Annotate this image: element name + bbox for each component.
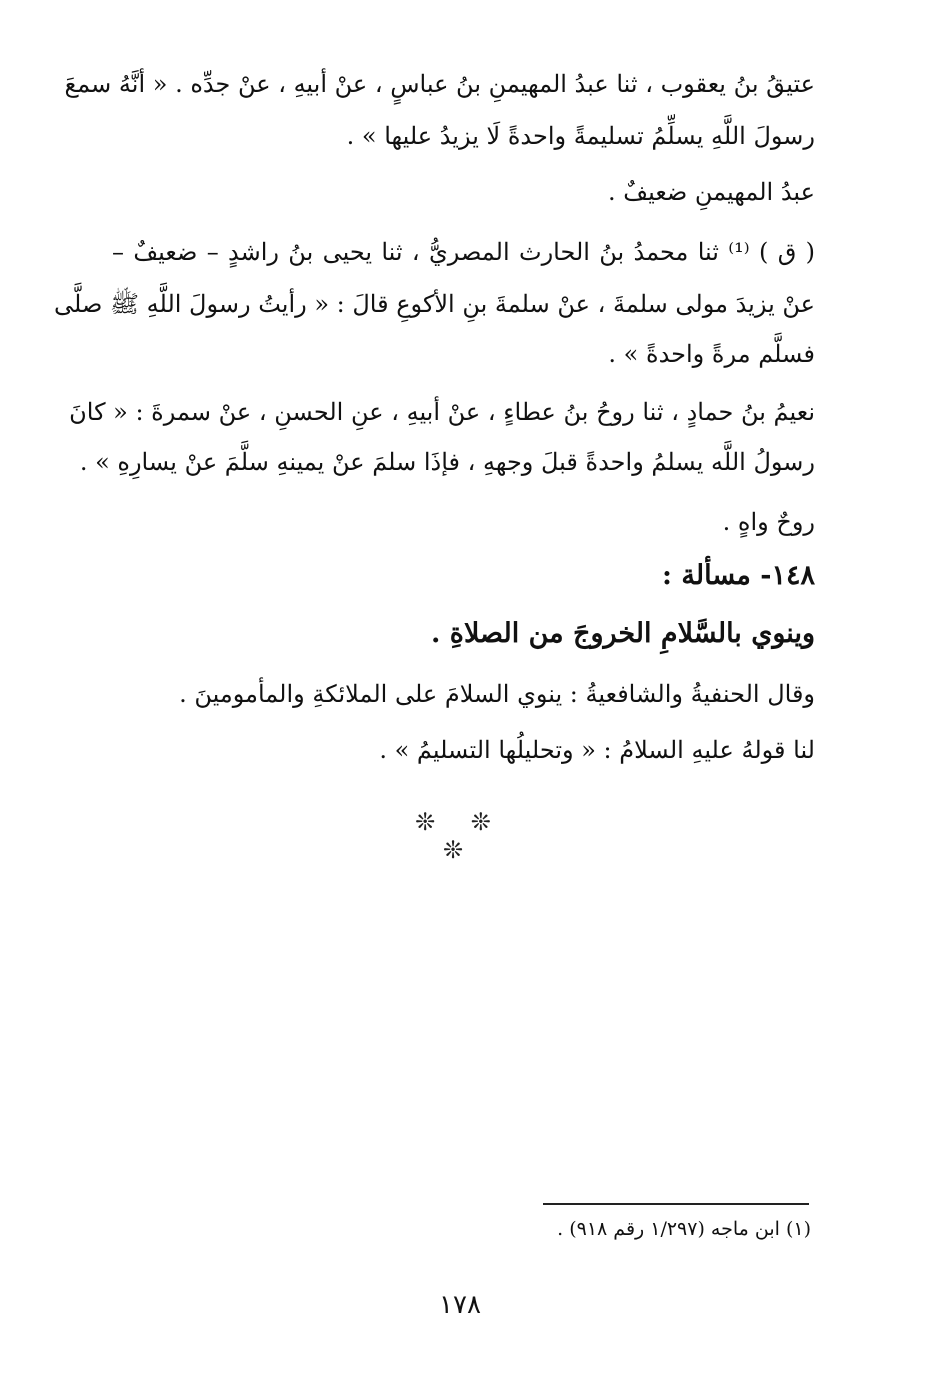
text-line-3: عبدُ المهيمنِ ضعيفٌ . [607,178,815,206]
text-line-11: لنا قولهُ عليهِ السلامُ : « وتحليلُها التسليمُ » . [379,736,815,764]
text-line-7: نعيمُ بنُ حمادٍ ، ثنا روحُ بنُ عطاءٍ ، عنْ أبيهِ ، عنِ الحسنِ ، عنْ سمرةَ : « كانَ [69,398,815,426]
text-line-2: رسولَ اللَّهِ يسلِّمُ تسليمةً واحدةً لَا يزيدُ عليها » . [346,122,815,150]
text-line-6: فسلَّم مرةً واحدةً » . [608,340,815,368]
footnote: (١) ابن ماجه (١/٢٩٧ رقم ٩١٨) . [557,1218,811,1240]
text-line-4: ( ق ) ⁽¹⁾ ثنا محمدُ بنُ الحارث المصريُّ ، ثنا يحيى بنُ راشدٍ – ضعيفٌ – [112,238,815,266]
page-number: ١٧٨ [439,1290,481,1320]
section-separator: ❊ ❊ ❊ [415,808,505,864]
section-heading: ١٤٨- مسألة : [662,560,815,591]
text-line-10: وقال الحنفيةُ والشافعيةُ : ينوي السلامَ على الملائكةِ والمأمومينَ . [179,680,815,708]
text-line-9: روحٌ واهٍ . [722,508,815,536]
text-line-1: عتيقُ بنُ يعقوب ، ثنا عبدُ المهيمنِ بنُ عباسٍ ، عنْ أبيهِ ، عنْ جدِّه . « أنَّهُ سمعَ [64,70,815,98]
section-statement: وينوي بالسَّلامِ الخروجَ من الصلاةِ . [431,618,815,649]
text-line-5: عنْ يزيدَ مولى سلمةَ ، عنْ سلمةَ بنِ الأكوعِ قالَ : « رأيتُ رسولَ اللَّهِ ﷺ صلَّى [54,290,815,318]
footnote-divider [543,1203,809,1205]
text-line-8: رسولُ اللَّه يسلمُ واحدةً قبلَ وجههِ ، فإذَا سلمَ عنْ يمينهِ سلَّمَ عنْ يسارِهِ » . [79,448,815,476]
